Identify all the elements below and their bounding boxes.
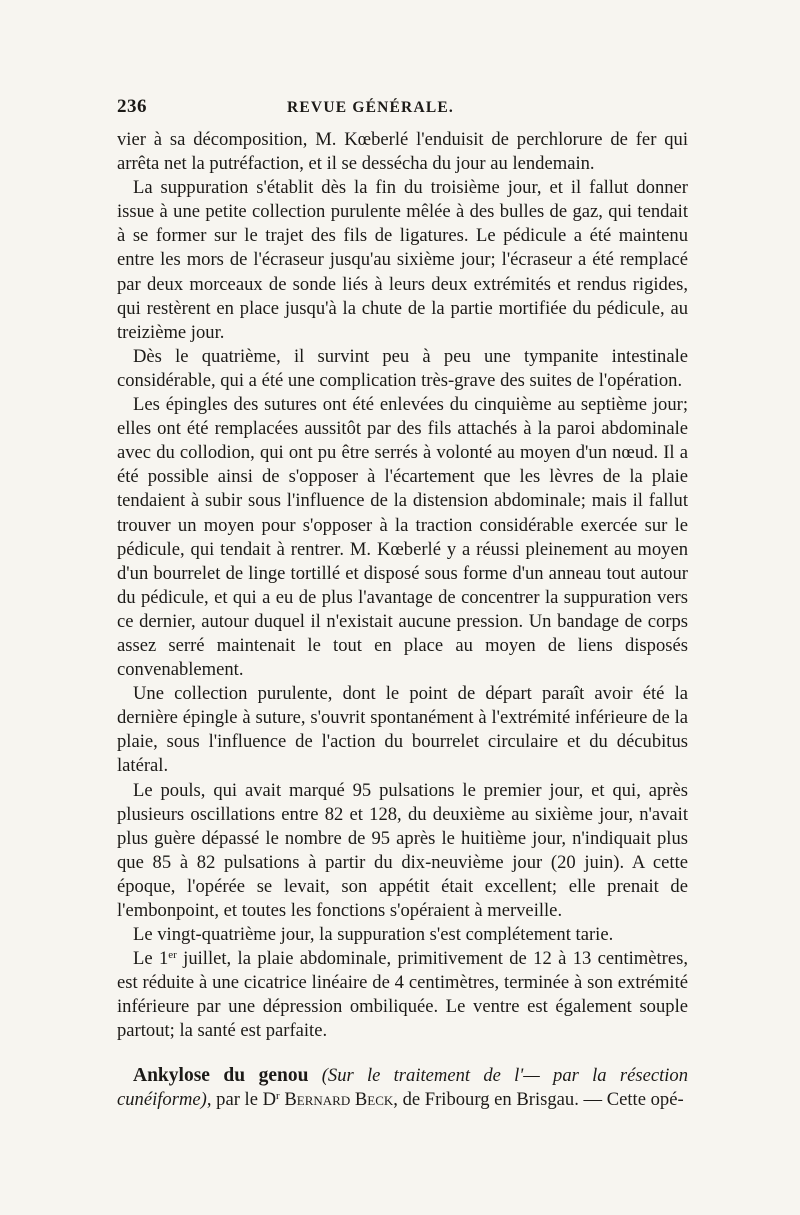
section-heading: Ankylose du genou <box>133 1064 309 1086</box>
title-superscript: r <box>276 1089 280 1102</box>
paragraph: La suppuration s'établit dès la fin du troisième jour, et il fallut donner issue à une petite collection purulente mêlée à des bulles de gaz, qui tendait à se former sur le trajet des fils de ligatures. Le pédicule a été maintenu entre les mors de l'écraseur jusqu'au sixième jour; l'écraseur a été remplacé par deux morceaux de sonde liés à leurs deux extrémités et rendus rigides, qui restèrent en place jusqu'à la chute de la partie mortifiée du pédicule, au treizième jour. <box>117 177 688 343</box>
author-name: Bernard Beck <box>284 1088 394 1110</box>
section-ankylose <box>117 1064 688 1112</box>
paragraph: Les épingles des sutures ont été enlevées du cinquième au septième jour; elles ont été remplacées aussitôt par des fils attachés à la paroi abdominale avec du collodion, qui ont pu être serrés à volonté au moyen d'un nœud. Il a été possible ainsi de s'opposer à l'écartement que les lèvres de la plaie tendaient à subir sous l'influence de la distension abdominale; mais il fallut trouver un moyen pour s'opposer à la traction considérable exercée sur le pédicule, qui tendait à rentrer. M. Kœberlé y a réussi pleinement au moyen d'un bourrelet de linge tortillé et disposé sous forme d'un anneau tout autour du pédicule, et qui a eu de plus l'avantage de concentrer la suppuration vers ce dernier, autour duquel il n'existait aucune pression. Un bandage de corps assez serré maintenait le tout en place au moyen de liens disposés convenablement. <box>117 394 688 681</box>
paragraph: Le 1er juillet, la plaie abdominale, primitivement de 12 à 13 centimètres, est réduite à une cicatrice linéaire de 4 centimètres, terminée à son extrémité inférieure par une dépression ombiliquée. Le ventre est également souple partout; la santé est parfaite. <box>117 948 688 1042</box>
section-text-1: , par le D <box>206 1088 277 1110</box>
page-header <box>117 96 688 126</box>
section-paragraph <box>117 1064 688 1112</box>
section-text-2: , de Fribourg en Brisgau. — Cette opé- <box>393 1088 684 1110</box>
paragraph: Une collection purulente, dont le point de départ paraît avoir été la dernière épingle à suture, s'ouvrit spontanément à l'extrémité inférieure de la plaie, sous l'influence de l'action du bourrelet circulaire et du décubitus latéral. <box>117 683 688 777</box>
body-text <box>117 128 688 1044</box>
ordinal-superscript: er <box>168 949 177 962</box>
paragraph: vier à sa décomposition, M. Kœberlé l'enduisit de perchlorure de fer qui arrêta net la putréfaction, et il se dessécha du jour au lendemain. <box>117 129 688 175</box>
paragraph: Le vingt-quatrième jour, la suppuration s'est complétement tarie. <box>133 924 614 946</box>
page-number: 236 <box>117 96 147 117</box>
paragraph: Dès le quatrième, il survint peu à peu une tympanite intestinale considérable, qui a été une complication très-grave des suites de l'opération. <box>117 345 688 391</box>
running-head: REVUE GÉNÉRALE. <box>287 99 454 116</box>
section-subtitle: (Sur le traitement de l'— par la résection cunéiforme) <box>117 1064 689 1110</box>
paragraph: Le pouls, qui avait marqué 95 pulsations le premier jour, et qui, après plusieurs oscillations entre 82 et 128, du deuxième au sixième jour, n'avait plus guère dépassé le nombre de 95 après le huitième jour, n'indiquait plus que 85 à 82 pulsations à partir du dix-neuvième jour (20 juin). A cette époque, l'opérée se levait, son appétit était excellent; elle prenait de l'embonpoint, et toutes les fonctions s'opéraient à merveille. <box>117 779 688 921</box>
